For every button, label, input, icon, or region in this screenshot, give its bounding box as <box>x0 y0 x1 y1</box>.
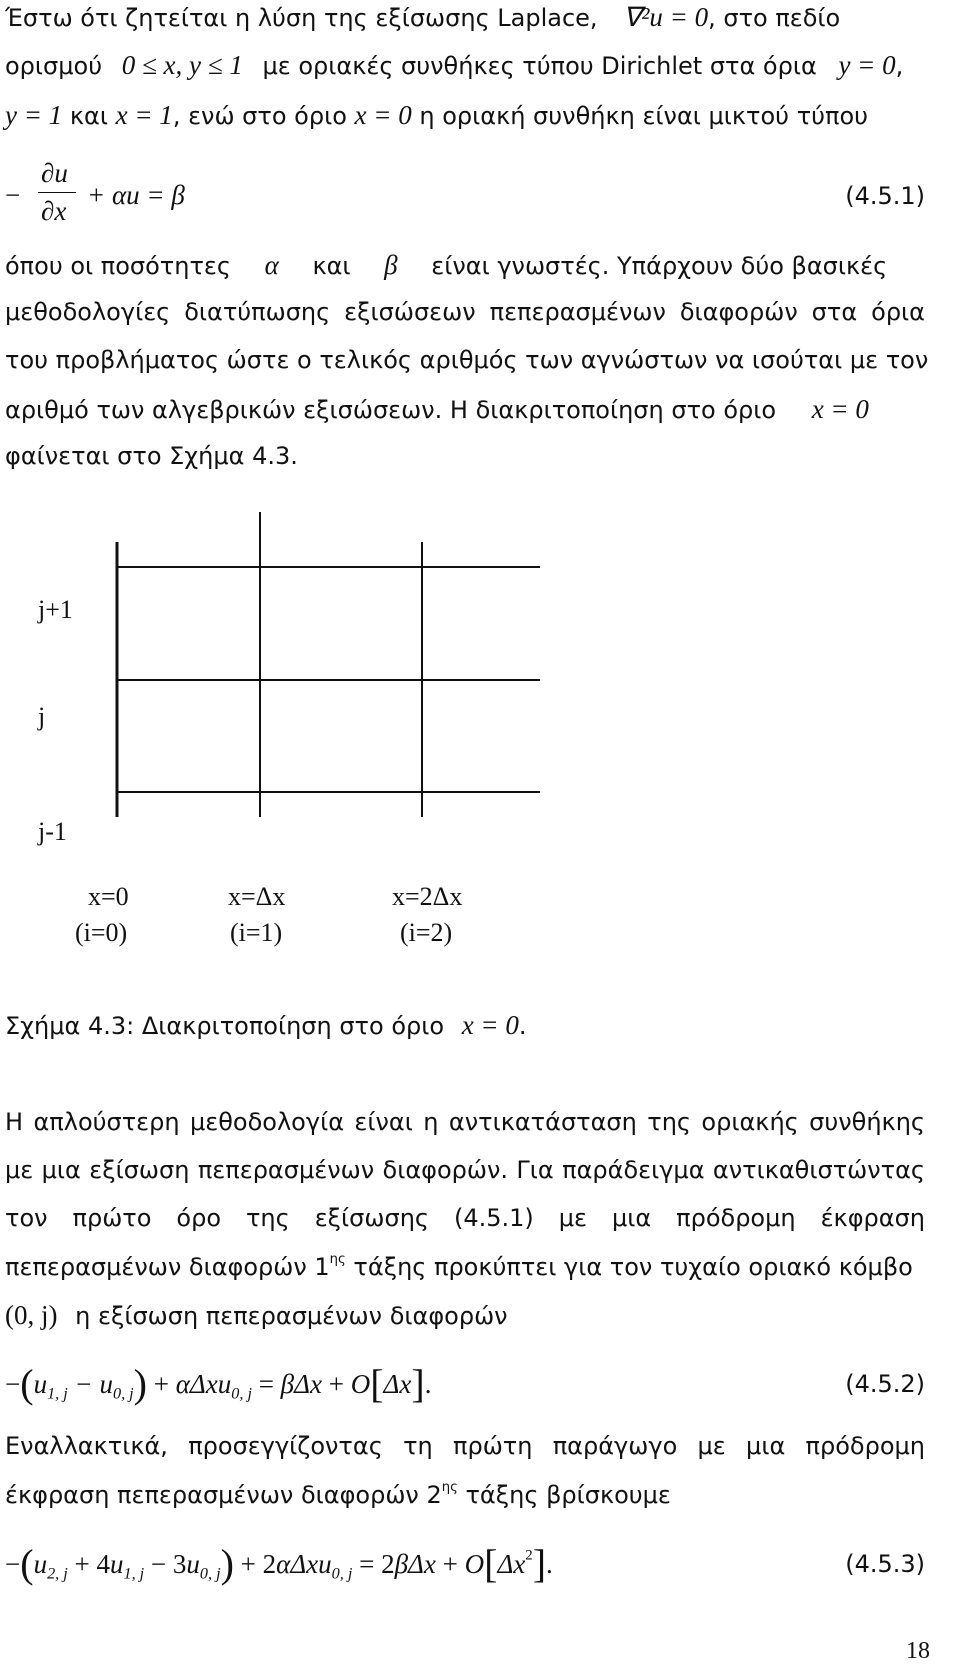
p4-line2 <box>5 1480 671 1509</box>
laplace-eq: ∇²u = 0 <box>623 2 709 32</box>
p3-line2: με μια εξίσωση πεπερασμένων διαφορών. Για παράδειγμα αντικαθιστώντας <box>5 1156 925 1184</box>
p4-line1: Εναλλακτικά, προσεγγίζοντας τη πρώτη παράγωγο με μια πρόδρομη <box>5 1432 925 1460</box>
node-math: (0, j) <box>5 1300 58 1330</box>
equation-4-5-1 <box>5 158 305 228</box>
p2-line3: του προβλήματος ώστε ο τελικός αριθμός των αγνώστων να ισούται με τον <box>5 346 929 374</box>
text: ορισμού <box>5 52 103 80</box>
text: . <box>518 1012 527 1040</box>
bc-math: y = 1 <box>5 100 63 130</box>
text: πεπερασμένων διαφορών 1 <box>5 1252 330 1281</box>
caption-math: x = 0 <box>461 1010 519 1040</box>
page-number: 18 <box>906 1638 930 1664</box>
text: όπου οι ποσότητες <box>5 252 231 280</box>
row-label: j-1 <box>38 817 67 846</box>
alpha-symbol: α <box>264 250 279 280</box>
col-x-label: x=2Δx <box>392 882 463 911</box>
p3-line5 <box>5 1300 508 1331</box>
equation-number: (4.5.1) <box>845 182 925 210</box>
equation-number: (4.5.3) <box>845 1550 925 1578</box>
equation-number: (4.5.2) <box>845 1370 925 1398</box>
text: έκφραση πεπερασμένων διαφορών 2 <box>5 1480 442 1509</box>
eq-rest: + αu = β <box>87 180 185 210</box>
fraction-bar <box>38 192 76 193</box>
figure-caption <box>5 1010 527 1041</box>
minus-sign: − <box>5 180 21 210</box>
text: Έστω ότι ζητείται η λύση της εξίσωσης Laplace, <box>5 4 598 32</box>
text: , στο πεδίο <box>708 4 841 32</box>
text: η εξίσωση πεπερασμένων διαφορών <box>75 1302 508 1330</box>
p2-line2: μεθοδολογίες διατύπωσης εξισώσεων πεπερασμένων διαφορών στα όρια <box>5 298 925 326</box>
text: τάξης προκύπτει για τον τυχαίο οριακό κόμβο <box>353 1252 913 1281</box>
eq-numerator: ∂u <box>41 158 68 188</box>
bc-math: x = 1 <box>115 100 173 130</box>
text: Σχήμα 4.3: Διακριτοποίηση στο όριο <box>5 1012 445 1040</box>
p1-line1 <box>5 2 840 33</box>
text: η οριακή συνθήκη είναι μικτού τύπου <box>419 102 869 130</box>
bc-math: y = 0 <box>838 50 896 80</box>
text: , <box>895 52 904 80</box>
bc-math: x = 0 <box>354 100 412 130</box>
p3-line1: Η απλούστερη μεθοδολογία είναι η αντικατάσταση της οριακής συνθήκης <box>5 1108 925 1136</box>
p2-line4 <box>5 394 869 425</box>
text: , ενώ στο όριο <box>172 102 347 130</box>
col-i-label: (i=2) <box>400 918 453 947</box>
text: αριθμό των αλγεβρικών εξισώσεων. Η διακριτοποίηση στο όριο <box>5 396 777 424</box>
p1-line3 <box>5 100 868 131</box>
p2-line5: φαίνεται στο Σχήμα 4.3. <box>5 442 298 470</box>
boundary-math: x = 0 <box>811 394 869 424</box>
text: και <box>69 102 108 130</box>
row-label: j <box>38 702 46 731</box>
p3-line4 <box>5 1252 913 1281</box>
p1-line2 <box>5 50 903 81</box>
col-i-label: (i=1) <box>230 918 283 947</box>
p3-line3: τον πρώτο όρο της εξίσωσης (4.5.1) με μια πρόδρομη έκφραση <box>5 1204 925 1232</box>
p2-line1 <box>5 250 887 281</box>
row-label: j+1 <box>38 595 73 624</box>
equation-4-5-2: $-(u_{1, j} - u_{0, j}) + \alpha\Delta xu_{0, j} = \beta\Delta x + O[\Delta x]$. <box>5 1361 432 1406</box>
col-x-label: x=0 <box>88 882 129 911</box>
text: με οριακές συνθήκες τύπου Dirichlet στα όρια <box>262 52 817 80</box>
col-x-label: x=Δx <box>228 882 286 911</box>
equation-4-5-3: $-(u_{2, j} + 4u_{1, j} - 3u_{0, j}) + 2\alpha\Delta xu_{0, j} = 2\beta\Delta x + O[\Delta x^2]$. <box>5 1541 553 1586</box>
eq-denominator: ∂x <box>41 196 67 226</box>
superscript: ης <box>329 1252 346 1267</box>
beta-symbol: β <box>384 250 398 280</box>
superscript: ης <box>441 1480 458 1495</box>
domain-math: 0 ≤ x, y ≤ 1 <box>121 50 243 80</box>
text: είναι γνωστές. Υπάρχουν δύο βασικές <box>431 252 888 280</box>
text: και <box>312 252 351 280</box>
grid-figure <box>0 500 960 940</box>
text: τάξης βρίσκουμε <box>465 1480 671 1509</box>
col-i-label: (i=0) <box>75 918 128 947</box>
